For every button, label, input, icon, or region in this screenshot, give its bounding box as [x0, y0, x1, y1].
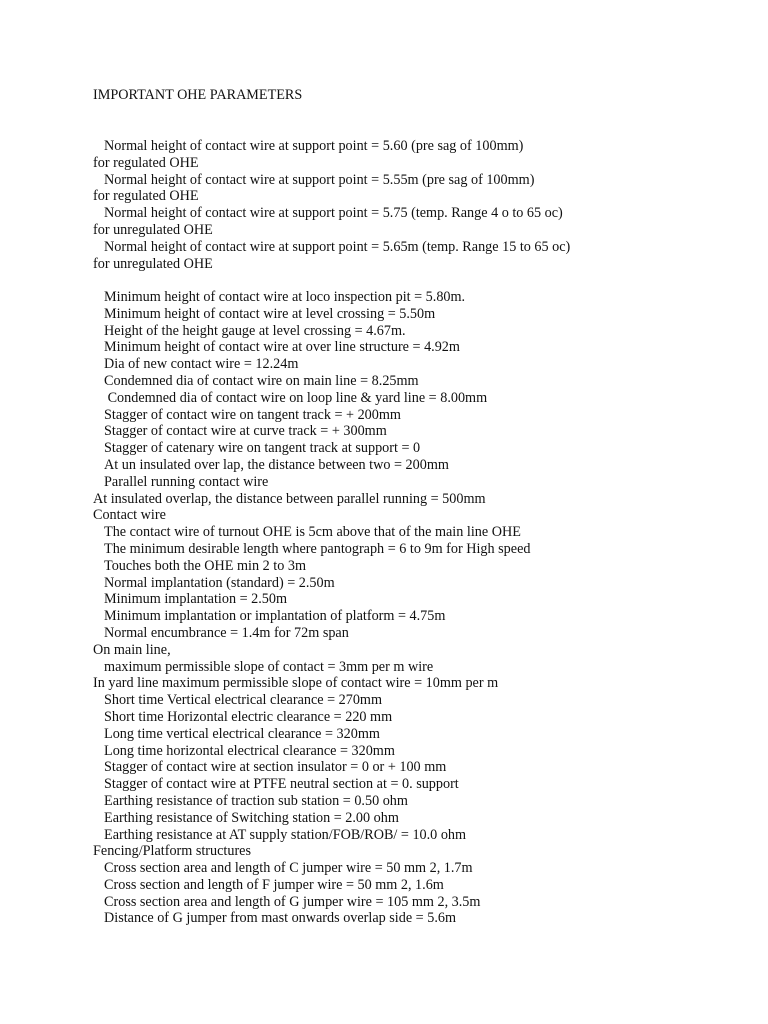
text-line: Long time horizontal electrical clearance = 320mm	[93, 742, 384, 759]
text-line: for regulated OHE	[93, 188, 199, 205]
text-line: Normal height of contact wire at support point = 5.75 (temp. Range 4 o to 65 oc)	[93, 205, 552, 222]
text-line: The contact wire of turnout OHE is 5cm above that of the main line OHE	[93, 524, 510, 541]
text-line: Touches both the OHE min 2 to 3m	[93, 557, 295, 574]
text-line: for unregulated OHE	[93, 221, 213, 238]
text-line: Stagger of contact wire at PTFE neutral section at = 0. support	[93, 776, 448, 793]
text-line: for unregulated OHE	[93, 255, 213, 272]
text-line: Contact wire	[93, 507, 166, 524]
text-line: Minimum height of contact wire at level crossing = 5.50m	[93, 305, 425, 322]
height-parameters-block	[93, 138, 753, 272]
text-line: for regulated OHE	[93, 154, 199, 171]
text-line: Fencing/Platform structures	[93, 843, 252, 860]
text-line: Minimum height of contact wire at loco inspection pit = 5.80m.	[93, 289, 455, 305]
text-line: Normal implantation (standard) = 2.50m	[93, 574, 324, 591]
text-line: In yard line maximum permissible slope of contact wire = 10mm per m	[93, 675, 499, 692]
text-line: Minimum height of contact wire at over line structure = 4.92m	[93, 339, 449, 356]
text-line: Condemned dia of contact wire on main line = 8.25mm	[93, 372, 408, 389]
text-line: Condemned dia of contact wire on loop line & yard line = 8.00mm	[93, 389, 473, 406]
text-line: Minimum implantation = 2.50m	[93, 591, 276, 608]
text-line: Short time Vertical electrical clearance = 270mm	[93, 692, 371, 709]
general-parameters-block	[93, 289, 753, 927]
text-line: Cross section and length of F jumper wire = 50 mm 2, 1.6m	[93, 876, 433, 893]
text-line: Stagger of contact wire at section insulator = 0 or + 100 mm	[93, 759, 436, 776]
text-line: Height of the height gauge at level crossing = 4.67m.	[93, 322, 395, 339]
text-line: The minimum desirable length where pantograph = 6 to 9m for High speed	[93, 540, 520, 557]
text-line: Cross section area and length of C jumper wire = 50 mm 2, 1.7m	[93, 860, 462, 877]
text-line: Normal encumbrance = 1.4m for 72m span	[93, 624, 338, 641]
text-line: Long time vertical electrical clearance = 320mm	[93, 725, 369, 742]
text-line: Minimum implantation or implantation of platform = 4.75m	[93, 608, 435, 625]
text-line: Normal height of contact wire at support point = 5.65m (temp. Range 15 to 65 oc)	[93, 238, 560, 255]
text-line: Short time Horizontal electric clearance = 220 mm	[93, 708, 382, 725]
text-line: Stagger of catenary wire on tangent track at support = 0	[93, 440, 410, 457]
text-line: Stagger of contact wire on tangent track = + 200mm	[93, 406, 390, 423]
text-line: At un insulated over lap, the distance between two = 200mm	[93, 456, 438, 473]
text-line: Normal height of contact wire at support point = 5.60 (pre sag of 100mm)	[93, 138, 513, 154]
text-line: Cross section area and length of G jumper wire = 105 mm 2, 3.5m	[93, 893, 470, 910]
text-line: Earthing resistance of Switching station = 2.00 ohm	[93, 809, 388, 826]
text-line: Earthing resistance of traction sub station = 0.50 ohm	[93, 792, 397, 809]
text-line: Distance of G jumper from mast onwards overlap side = 5.6m	[93, 910, 445, 927]
text-line: Stagger of contact wire at curve track = + 300mm	[93, 423, 376, 440]
text-line: Dia of new contact wire = 12.24m	[93, 356, 288, 373]
text-line: At insulated overlap, the distance between parallel running = 500mm	[93, 490, 486, 507]
text-line: On main line,	[93, 641, 171, 658]
text-line: Normal height of contact wire at support point = 5.55m (pre sag of 100mm)	[93, 171, 524, 188]
page-title: IMPORTANT OHE PARAMETERS	[93, 87, 303, 103]
text-line: maximum permissible slope of contact = 3mm per m wire	[93, 658, 423, 675]
text-line: Earthing resistance at AT supply station/FOB/ROB/ = 10.0 ohm	[93, 826, 456, 843]
text-line: Parallel running contact wire	[93, 473, 258, 490]
